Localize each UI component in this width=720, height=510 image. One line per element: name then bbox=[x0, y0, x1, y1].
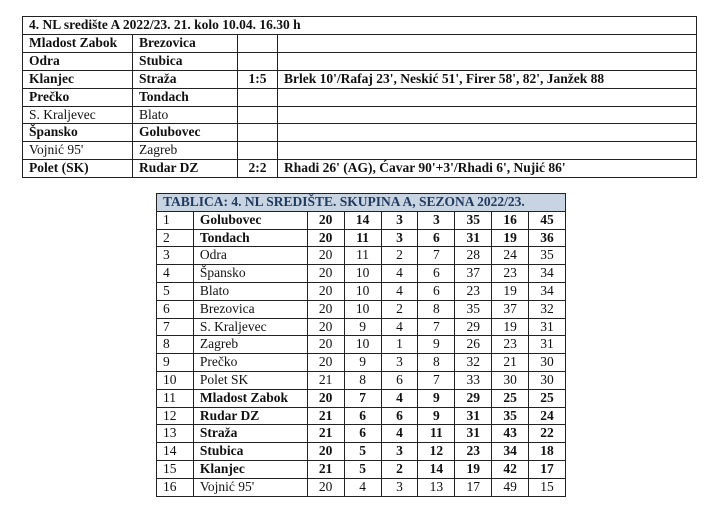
standing-wins: 5 bbox=[344, 460, 381, 478]
standing-row bbox=[157, 425, 566, 443]
away-team: Brezovica bbox=[133, 34, 238, 52]
match-score: 1:5 bbox=[238, 70, 278, 88]
standing-team: Prečko bbox=[193, 354, 307, 372]
standing-points: 24 bbox=[529, 407, 566, 425]
standing-wins: 6 bbox=[344, 407, 381, 425]
standing-played: 20 bbox=[307, 354, 344, 372]
standing-position: 5 bbox=[157, 282, 194, 300]
standing-played: 21 bbox=[307, 371, 344, 389]
standing-losses: 8 bbox=[418, 354, 455, 372]
match-scorers bbox=[278, 142, 697, 160]
standing-draws: 3 bbox=[381, 478, 418, 496]
standing-position: 12 bbox=[157, 407, 194, 425]
standing-row bbox=[157, 318, 566, 336]
standing-row bbox=[157, 443, 566, 461]
standing-row bbox=[157, 354, 566, 372]
home-team: S. Kraljevec bbox=[23, 106, 133, 124]
match-row bbox=[23, 124, 697, 142]
standing-position: 9 bbox=[157, 354, 194, 372]
results-title: 4. NL središte A 2022/23. 21. kolo 10.04. 16.30 h bbox=[23, 17, 697, 35]
standing-goals-against: 25 bbox=[492, 389, 529, 407]
standing-points: 25 bbox=[529, 389, 566, 407]
home-team: Odra bbox=[23, 52, 133, 70]
match-score bbox=[238, 106, 278, 124]
standing-points: 45 bbox=[529, 211, 566, 229]
standing-wins: 10 bbox=[344, 282, 381, 300]
match-score bbox=[238, 52, 278, 70]
match-score bbox=[238, 142, 278, 160]
away-team: Golubovec bbox=[133, 124, 238, 142]
match-scorers bbox=[278, 34, 697, 52]
match-row bbox=[23, 52, 697, 70]
away-team: Stubica bbox=[133, 52, 238, 70]
match-row bbox=[23, 142, 697, 160]
match-row bbox=[23, 88, 697, 106]
standing-losses: 7 bbox=[418, 318, 455, 336]
standing-points: 35 bbox=[529, 247, 566, 265]
standing-played: 20 bbox=[307, 300, 344, 318]
standing-goals-for: 28 bbox=[455, 247, 492, 265]
standing-wins: 8 bbox=[344, 371, 381, 389]
away-team: Rudar DZ bbox=[133, 160, 238, 178]
standing-played: 20 bbox=[307, 336, 344, 354]
standing-position: 1 bbox=[157, 211, 194, 229]
standing-position: 14 bbox=[157, 443, 194, 461]
standing-wins: 7 bbox=[344, 389, 381, 407]
standing-played: 21 bbox=[307, 407, 344, 425]
standing-wins: 5 bbox=[344, 443, 381, 461]
standing-losses: 11 bbox=[418, 425, 455, 443]
standing-losses: 12 bbox=[418, 443, 455, 461]
match-row bbox=[23, 106, 697, 124]
away-team: Straža bbox=[133, 70, 238, 88]
standing-row bbox=[157, 371, 566, 389]
standing-losses: 9 bbox=[418, 389, 455, 407]
home-team: Vojnić 95' bbox=[23, 142, 133, 160]
standing-draws: 4 bbox=[381, 318, 418, 336]
standing-points: 31 bbox=[529, 336, 566, 354]
standing-position: 16 bbox=[157, 478, 194, 496]
standings-title: TABLICA: 4. NL SREDIŠTE. SKUPINA A, SEZONA 2022/23. bbox=[157, 194, 566, 212]
standing-draws: 3 bbox=[381, 354, 418, 372]
standing-losses: 13 bbox=[418, 478, 455, 496]
away-team: Zagreb bbox=[133, 142, 238, 160]
match-scorers: Rhadi 26' (AG), Ćavar 90'+3'/Rhadi 6', Nujić 86' bbox=[278, 160, 697, 178]
standing-row bbox=[157, 460, 566, 478]
standing-goals-for: 23 bbox=[455, 282, 492, 300]
standing-draws: 2 bbox=[381, 300, 418, 318]
standing-losses: 6 bbox=[418, 265, 455, 283]
standing-row bbox=[157, 282, 566, 300]
standing-draws: 2 bbox=[381, 460, 418, 478]
standing-played: 20 bbox=[307, 318, 344, 336]
standing-played: 20 bbox=[307, 389, 344, 407]
standing-draws: 4 bbox=[381, 282, 418, 300]
standing-goals-against: 43 bbox=[492, 425, 529, 443]
standing-losses: 6 bbox=[418, 282, 455, 300]
standing-draws: 1 bbox=[381, 336, 418, 354]
standing-draws: 3 bbox=[381, 211, 418, 229]
away-team: Tondach bbox=[133, 88, 238, 106]
standing-played: 20 bbox=[307, 478, 344, 496]
standing-points: 22 bbox=[529, 425, 566, 443]
standing-draws: 4 bbox=[381, 389, 418, 407]
standing-losses: 9 bbox=[418, 336, 455, 354]
standing-team: Vojnić 95' bbox=[193, 478, 307, 496]
standing-goals-for: 31 bbox=[455, 407, 492, 425]
standing-position: 15 bbox=[157, 460, 194, 478]
standing-row bbox=[157, 407, 566, 425]
standing-goals-against: 35 bbox=[492, 407, 529, 425]
standings-table bbox=[156, 193, 566, 497]
standing-points: 36 bbox=[529, 229, 566, 247]
standing-goals-against: 24 bbox=[492, 247, 529, 265]
standing-points: 34 bbox=[529, 265, 566, 283]
home-team: Polet (SK) bbox=[23, 160, 133, 178]
results-title-row bbox=[23, 17, 697, 35]
standing-position: 7 bbox=[157, 318, 194, 336]
standing-draws: 6 bbox=[381, 407, 418, 425]
standing-goals-against: 23 bbox=[492, 336, 529, 354]
standing-losses: 9 bbox=[418, 407, 455, 425]
standing-played: 20 bbox=[307, 247, 344, 265]
standing-played: 20 bbox=[307, 211, 344, 229]
standing-goals-against: 19 bbox=[492, 282, 529, 300]
standing-losses: 6 bbox=[418, 229, 455, 247]
standing-team: Blato bbox=[193, 282, 307, 300]
standing-team: Polet SK bbox=[193, 371, 307, 389]
standing-draws: 4 bbox=[381, 425, 418, 443]
standing-draws: 4 bbox=[381, 265, 418, 283]
standing-team: Mladost Zabok bbox=[193, 389, 307, 407]
standing-team: Zagreb bbox=[193, 336, 307, 354]
standing-position: 3 bbox=[157, 247, 194, 265]
standing-team: Stubica bbox=[193, 443, 307, 461]
standing-goals-against: 19 bbox=[492, 318, 529, 336]
standing-row bbox=[157, 265, 566, 283]
standing-team: Tondach bbox=[193, 229, 307, 247]
standing-goals-against: 37 bbox=[492, 300, 529, 318]
standing-goals-for: 31 bbox=[455, 229, 492, 247]
standing-goals-for: 31 bbox=[455, 425, 492, 443]
standing-losses: 3 bbox=[418, 211, 455, 229]
standing-goals-for: 32 bbox=[455, 354, 492, 372]
standing-goals-for: 35 bbox=[455, 300, 492, 318]
standing-row bbox=[157, 247, 566, 265]
standing-draws: 6 bbox=[381, 371, 418, 389]
standing-goals-for: 29 bbox=[455, 389, 492, 407]
standing-team: Golubovec bbox=[193, 211, 307, 229]
standing-row bbox=[157, 389, 566, 407]
match-score: 2:2 bbox=[238, 160, 278, 178]
standing-position: 6 bbox=[157, 300, 194, 318]
standings-title-row bbox=[157, 194, 566, 212]
standing-wins: 6 bbox=[344, 425, 381, 443]
standing-team: Odra bbox=[193, 247, 307, 265]
standing-played: 20 bbox=[307, 282, 344, 300]
match-scorers bbox=[278, 88, 697, 106]
match-score bbox=[238, 88, 278, 106]
standing-position: 4 bbox=[157, 265, 194, 283]
results-table bbox=[22, 16, 697, 178]
standing-draws: 3 bbox=[381, 229, 418, 247]
standing-losses: 14 bbox=[418, 460, 455, 478]
standing-goals-against: 30 bbox=[492, 371, 529, 389]
standing-wins: 4 bbox=[344, 478, 381, 496]
standing-position: 13 bbox=[157, 425, 194, 443]
standing-goals-for: 19 bbox=[455, 460, 492, 478]
match-scorers bbox=[278, 106, 697, 124]
standing-losses: 8 bbox=[418, 300, 455, 318]
standing-goals-against: 21 bbox=[492, 354, 529, 372]
standing-position: 8 bbox=[157, 336, 194, 354]
standing-wins: 11 bbox=[344, 229, 381, 247]
standing-goals-for: 35 bbox=[455, 211, 492, 229]
match-row bbox=[23, 70, 697, 88]
standing-draws: 3 bbox=[381, 443, 418, 461]
standing-losses: 7 bbox=[418, 371, 455, 389]
standing-goals-for: 26 bbox=[455, 336, 492, 354]
standing-position: 2 bbox=[157, 229, 194, 247]
standing-wins: 9 bbox=[344, 354, 381, 372]
match-row bbox=[23, 34, 697, 52]
home-team: Prečko bbox=[23, 88, 133, 106]
standing-goals-against: 49 bbox=[492, 478, 529, 496]
standing-wins: 10 bbox=[344, 336, 381, 354]
match-score bbox=[238, 34, 278, 52]
standing-team: Klanjec bbox=[193, 460, 307, 478]
standing-wins: 10 bbox=[344, 265, 381, 283]
standing-wins: 14 bbox=[344, 211, 381, 229]
standing-team: Brezovica bbox=[193, 300, 307, 318]
standing-goals-for: 29 bbox=[455, 318, 492, 336]
standing-row bbox=[157, 336, 566, 354]
standing-points: 34 bbox=[529, 282, 566, 300]
standing-goals-for: 23 bbox=[455, 443, 492, 461]
match-row bbox=[23, 160, 697, 178]
standing-goals-against: 23 bbox=[492, 265, 529, 283]
standing-position: 10 bbox=[157, 371, 194, 389]
standing-points: 30 bbox=[529, 354, 566, 372]
standing-points: 32 bbox=[529, 300, 566, 318]
standing-played: 20 bbox=[307, 229, 344, 247]
standing-goals-for: 37 bbox=[455, 265, 492, 283]
standing-points: 30 bbox=[529, 371, 566, 389]
standing-played: 20 bbox=[307, 265, 344, 283]
standing-losses: 7 bbox=[418, 247, 455, 265]
standing-team: Špansko bbox=[193, 265, 307, 283]
standing-row bbox=[157, 478, 566, 496]
standing-row bbox=[157, 229, 566, 247]
standing-row bbox=[157, 211, 566, 229]
home-team: Špansko bbox=[23, 124, 133, 142]
standing-team: Rudar DZ bbox=[193, 407, 307, 425]
match-scorers bbox=[278, 124, 697, 142]
standing-goals-against: 42 bbox=[492, 460, 529, 478]
home-team: Klanjec bbox=[23, 70, 133, 88]
match-score bbox=[238, 124, 278, 142]
standing-played: 20 bbox=[307, 443, 344, 461]
standing-draws: 2 bbox=[381, 247, 418, 265]
standing-goals-against: 19 bbox=[492, 229, 529, 247]
standing-played: 21 bbox=[307, 425, 344, 443]
standing-goals-against: 16 bbox=[492, 211, 529, 229]
standing-row bbox=[157, 300, 566, 318]
standing-points: 17 bbox=[529, 460, 566, 478]
standing-points: 18 bbox=[529, 443, 566, 461]
standing-wins: 11 bbox=[344, 247, 381, 265]
standing-goals-for: 33 bbox=[455, 371, 492, 389]
standing-points: 15 bbox=[529, 478, 566, 496]
home-team: Mladost Zabok bbox=[23, 34, 133, 52]
standing-position: 11 bbox=[157, 389, 194, 407]
match-scorers: Brlek 10'/Rafaj 23', Neskić 51', Firer 58', 82', Janžek 88 bbox=[278, 70, 697, 88]
standing-wins: 10 bbox=[344, 300, 381, 318]
standing-points: 31 bbox=[529, 318, 566, 336]
standing-goals-against: 34 bbox=[492, 443, 529, 461]
away-team: Blato bbox=[133, 106, 238, 124]
standing-team: Straža bbox=[193, 425, 307, 443]
match-scorers bbox=[278, 52, 697, 70]
standing-team: S. Kraljevec bbox=[193, 318, 307, 336]
standing-wins: 9 bbox=[344, 318, 381, 336]
standing-goals-for: 17 bbox=[455, 478, 492, 496]
standing-played: 21 bbox=[307, 460, 344, 478]
